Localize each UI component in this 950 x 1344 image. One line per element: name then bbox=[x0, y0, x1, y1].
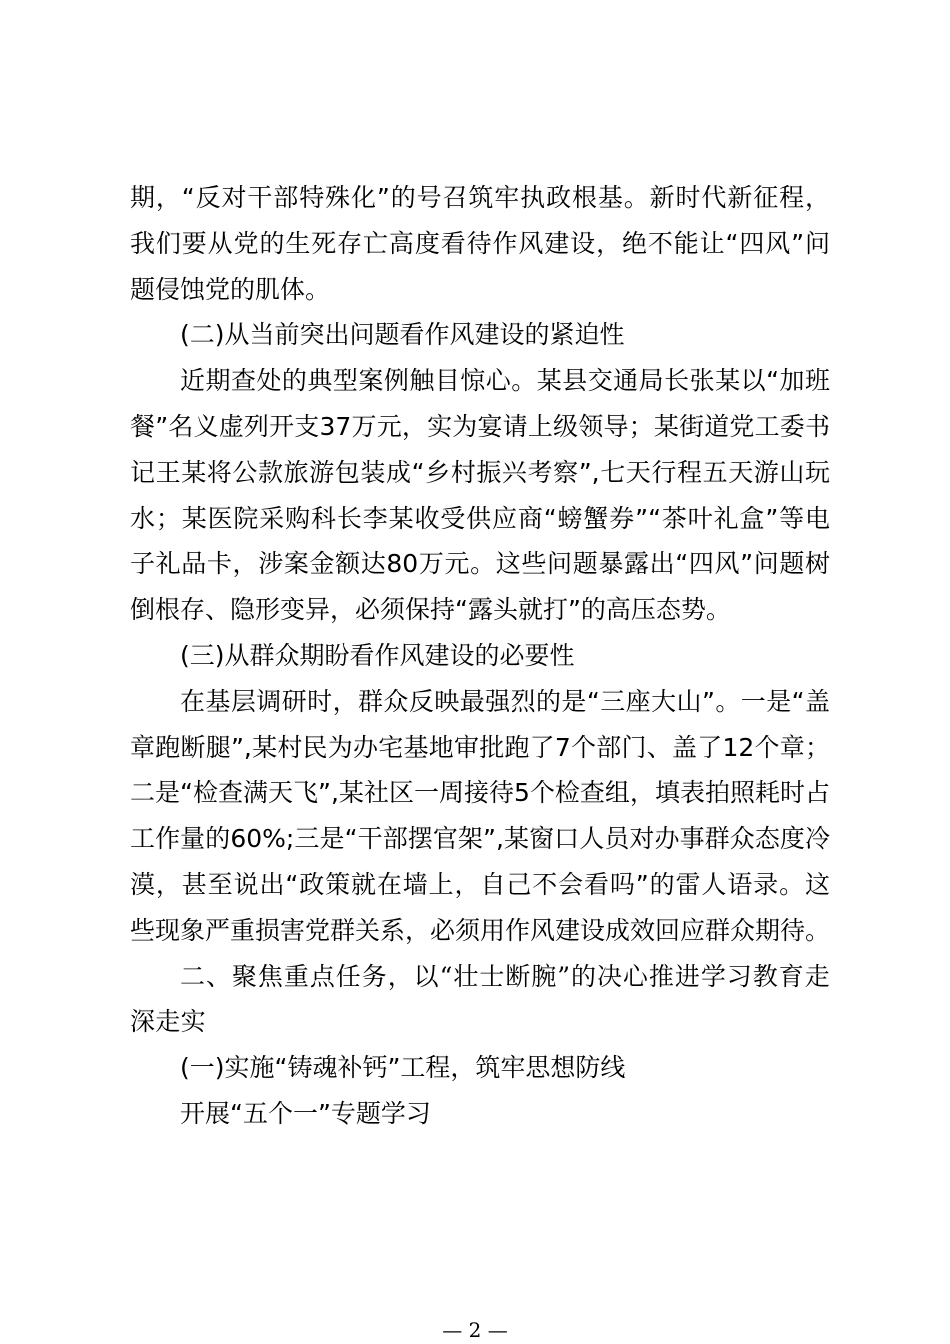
paragraph-three-mountains: 在基层调研时，群众反映最强烈的是“三座大山”。一是“盖章跑断腿”,某村民为办宅基地审批跑了7个部门、盖了12个章；二是“检查满天飞”,某社区一周接待5个检查组，填表拍照耗时占工作量的60%;三是“干部摆官架”,某窗口人员对办事群众态度冷漠，甚至说出“政策就在墙上，自己不会看吗”的雷人语录。这些现象严重损害党群关系，必须用作风建设成效回应群众期待。 bbox=[130, 686, 831, 945]
section-heading-two: 二、聚焦重点任务，以“壮士断腕”的决心推进学习教育走深走实 bbox=[130, 961, 830, 1037]
subheading-soul-casting: (一)实施“铸魂补钙”工程，筑牢思想防线 bbox=[180, 1053, 626, 1083]
paragraph-continued: 期，“反对干部特殊化”的号召筑牢执政根基。新时代新征程，我们要从党的生死存亡高度看待作风建设，绝不能让“四风”问题侵蚀党的肌体。 bbox=[130, 183, 830, 304]
paragraph-five-ones: 开展“五个一”专题学习 bbox=[180, 1098, 431, 1128]
document-body bbox=[130, 175, 830, 1137]
paragraph-typical-cases: 近期查处的典型案例触目惊心。某县交通局长张某以“加班餐”名义虚列开支37万元，实为宴请上级领导；某街道党工委书记王某将公款旅游包装成“乡村振兴考察”,七天行程五天游山玩水；某医院采购科长李某收受供应商“螃蟹券”“茶叶礼盒”等电子礼品卡，涉案金额达80万元。这些问题暴露出“四风”问题树倒根存、隐形变异，必须保持“露头就打”的高压态势。 bbox=[130, 366, 830, 625]
page-number: — 2 — bbox=[442, 1318, 508, 1342]
subheading-urgency: (二)从当前突出问题看作风建设的紧迫性 bbox=[180, 320, 625, 350]
subheading-necessity: (三)从群众期盼看作风建设的必要性 bbox=[180, 640, 575, 670]
